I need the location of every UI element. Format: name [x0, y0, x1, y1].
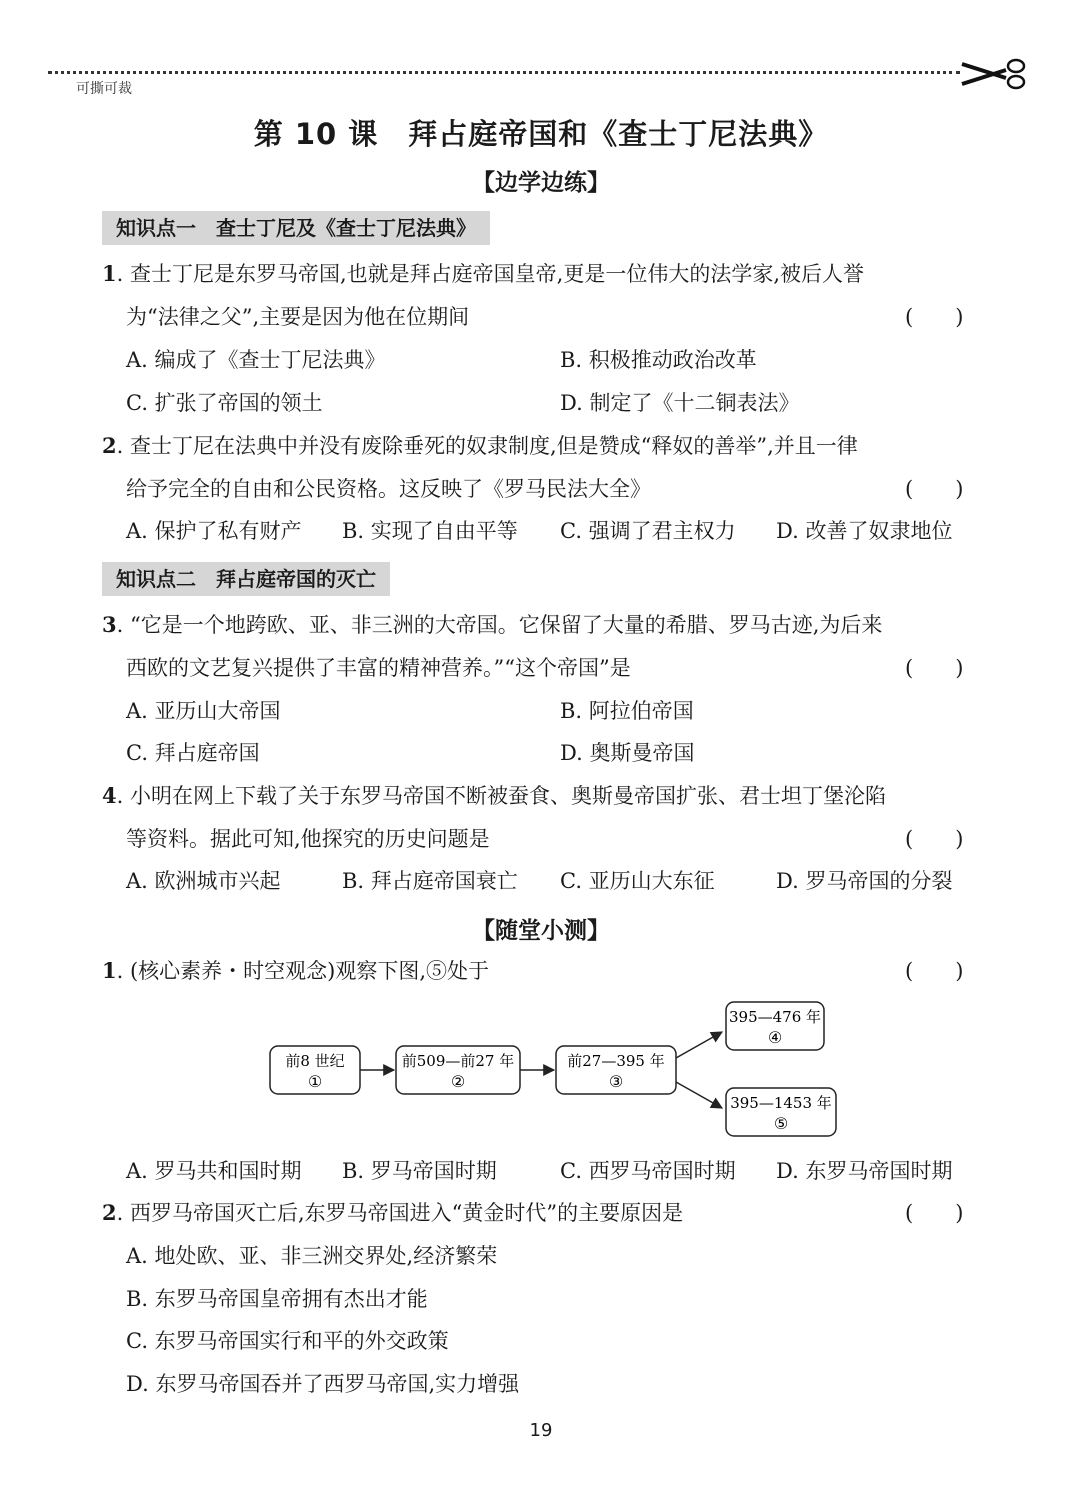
question-1-line-2: 为“法律之父”,主要是因为他在位期间 [126, 305, 470, 329]
option-b: B. 罗马帝国时期 [342, 1159, 497, 1183]
timeline-box-1 [270, 1046, 360, 1094]
timeline-arrow [676, 1032, 722, 1058]
option-c: C. 西罗马帝国时期 [560, 1159, 736, 1183]
answer-blank[interactable]: ( ) [905, 656, 964, 680]
option-d: D. 罗马帝国的分裂 [776, 869, 953, 893]
question-number: 4 [102, 783, 117, 808]
question-4-line-1 [102, 781, 886, 811]
question-number: 3 [102, 612, 117, 637]
cut-line [48, 71, 960, 74]
option-b: B. 拜占庭帝国衰亡 [342, 869, 518, 893]
period-mark: ① [307, 1072, 323, 1091]
option-b: B. 积极推动政治改革 [560, 348, 757, 372]
question-2-line-2: 给予完全的自由和公民资格。这反映了《罗马民法大全》 [126, 477, 651, 501]
timeline-arrow [676, 1082, 722, 1108]
option-c: C. 强调了君主权力 [560, 519, 736, 543]
period-mark: ⑤ [773, 1114, 789, 1133]
answer-blank[interactable]: ( ) [905, 1201, 964, 1225]
question-text: . 小明在网上下载了关于东罗马帝国不断被蚕食、奥斯曼帝国扩张、君士坦丁堡沦陷 [116, 784, 886, 808]
question-1-line-1 [102, 259, 864, 289]
timeline-box-4 [726, 1002, 824, 1050]
answer-blank[interactable]: ( ) [905, 305, 964, 329]
timeline-box-3 [556, 1046, 676, 1094]
option-c: C. 扩张了帝国的领土 [126, 391, 323, 415]
timeline-box-5 [726, 1088, 836, 1136]
period-label: 前8 世纪 [285, 1052, 345, 1070]
question-3-line-1 [102, 610, 882, 640]
option-c: C. 东罗马帝国实行和平的外交政策 [126, 1329, 449, 1353]
period-mark: ③ [608, 1072, 624, 1091]
lesson-title: 第 10 课 拜占庭帝国和《查士丁尼法典》 [253, 117, 829, 151]
question-number: 1 [102, 958, 117, 983]
option-a: A. 欧洲城市兴起 [126, 869, 281, 893]
question-text: . 西罗马帝国灭亡后,东罗马帝国进入“黄金时代”的主要原因是 [116, 1201, 684, 1225]
period-label: 395—1453 年 [730, 1094, 832, 1112]
quiz-1-line-1 [102, 956, 489, 986]
question-number: 2 [102, 1200, 117, 1225]
option-c: C. 亚历山大东征 [560, 869, 715, 893]
option-c: C. 拜占庭帝国 [126, 741, 260, 765]
option-d: D. 改善了奴隶地位 [776, 519, 953, 543]
question-2-line-1 [102, 431, 858, 461]
quiz-2-line-1 [102, 1198, 683, 1228]
period-mark: ④ [767, 1028, 783, 1047]
question-text: . 查士丁尼是东罗马帝国,也就是拜占庭帝国皇帝,更是一位伟大的法学家,被后人誉 [116, 262, 864, 286]
option-d: D. 奥斯曼帝国 [560, 741, 695, 765]
option-a: A. 罗马共和国时期 [126, 1159, 302, 1183]
period-mark: ② [450, 1072, 466, 1091]
timeline-box-2 [396, 1046, 520, 1094]
answer-blank[interactable]: ( ) [905, 827, 964, 851]
option-a: A. 地处欧、亚、非三洲交界处,经济繁荣 [126, 1244, 498, 1268]
option-d: D. 东罗马帝国时期 [776, 1159, 953, 1183]
question-3-line-2: 西欧的文艺复兴提供了丰富的精神营养。”“这个帝国”是 [126, 656, 631, 680]
cut-label: 可撕可裁 [76, 81, 132, 97]
option-d: D. 制定了《十二铜表法》 [560, 391, 800, 415]
question-text: . 查士丁尼在法典中并没有废除垂死的奴隶制度,但是赞成“释奴的善举”,并且一律 [116, 434, 858, 458]
option-a: A. 亚历山大帝国 [126, 699, 281, 723]
section-heading-practice: 【边学边练】 [472, 170, 610, 196]
scissors-icon [960, 56, 1030, 92]
section-heading-quiz: 【随堂小测】 [472, 918, 610, 944]
question-number: 2 [102, 433, 117, 458]
period-label: 前27—395 年 [567, 1052, 665, 1070]
timeline-diagram [260, 998, 840, 1143]
page-number: 19 [529, 1420, 553, 1441]
option-b: B. 阿拉伯帝国 [560, 699, 694, 723]
question-text: . (核心素养・时空观念)观察下图,⑤处于 [116, 959, 490, 983]
option-b: B. 实现了自由平等 [342, 519, 518, 543]
option-a: A. 保护了私有财产 [126, 519, 302, 543]
question-number: 1 [102, 261, 117, 286]
period-label: 前509—前27 年 [401, 1052, 515, 1070]
option-a: A. 编成了《查士丁尼法典》 [126, 348, 386, 372]
answer-blank[interactable]: ( ) [905, 477, 964, 501]
period-label: 395—476 年 [728, 1008, 822, 1026]
option-d: D. 东罗马帝国吞并了西罗马帝国,实力增强 [126, 1372, 520, 1396]
question-text: . “它是一个地跨欧、亚、非三洲的大帝国。它保留了大量的希腊、罗马古迹,为后来 [116, 613, 883, 637]
option-b: B. 东罗马帝国皇帝拥有杰出才能 [126, 1287, 428, 1311]
question-4-line-2: 等资料。据此可知,他探究的历史问题是 [126, 827, 490, 851]
knowledge-point-1: 知识点一 查士丁尼及《查士丁尼法典》 [102, 211, 490, 245]
answer-blank[interactable]: ( ) [905, 959, 964, 983]
knowledge-point-2: 知识点二 拜占庭帝国的灭亡 [102, 562, 390, 596]
